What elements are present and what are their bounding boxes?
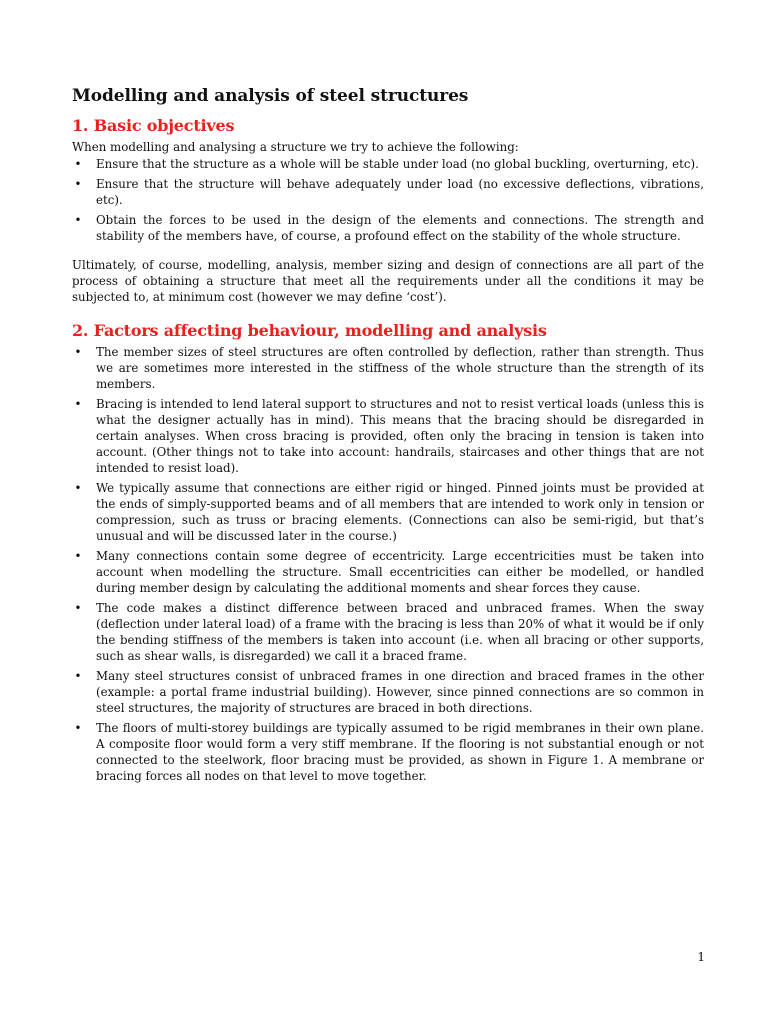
bullet-icon: • — [74, 345, 82, 359]
list-item-text: Ensure that the structure as a whole will be stable under load (no global buckling, overturning, etc). — [96, 157, 699, 171]
list-item — [72, 156, 704, 172]
list-item-text: The floors of multi-storey buildings are typically assumed to be rigid membranes in their own plane. A composite floor would form a very stiff membrane. If the flooring is not substantial enough or not connected to the steelwork, floor bracing must be provided, as shown in Figure 1. A membrane or bracing forces all nodes on that level to move together. — [96, 721, 704, 783]
list-item-text: Bracing is intended to lend lateral support to structures and not to resist vertical loads (unless this is what the designer actually has in mind). This means that the bracing should be disregarded in certain analyses. When cross bracing is provided, often only the bracing in tension is taken into account. (Other things not to take into account: handrails, staircases and other things that are not intended to resist load). — [96, 397, 704, 475]
list-item — [72, 548, 704, 596]
bullet-icon: • — [74, 601, 82, 615]
bullet-icon: • — [74, 721, 82, 735]
list-item-text: We typically assume that connections are either rigid or hinged. Pinned joints must be provided at the ends of simply-supported beams and of all members that are intended to work only in tension or compression, such as truss or bracing elements. (Connections can also be semi-rigid, but that’s unusual and will be discussed later in the course.) — [96, 481, 704, 543]
list-item-text: Obtain the forces to be used in the design of the elements and connections. The strength and stability of the members have, of course, a profound effect on the stability of the whole structure. — [96, 213, 704, 243]
list-item-text: Many connections contain some degree of eccentricity. Large eccentricities must be taken into account when modelling the structure. Small eccentricities can either be modelled, or handled during member design by calculating the additional moments and shear forces they cause. — [96, 549, 704, 595]
bullet-icon: • — [74, 157, 82, 171]
list-item-text: The code makes a distinct difference between braced and unbraced frames. When the sway (deflection under lateral load) of a frame with the bracing is less than 20% of what it would be if only the bending stiffness of the members is taken into account (i.e. when all bracing or other supports, such as shear walls, is disregarded) we call it a braced frame. — [96, 601, 704, 663]
bullet-icon: • — [74, 549, 82, 563]
bullet-icon: • — [74, 213, 82, 227]
bullet-icon: • — [74, 669, 82, 683]
list-item — [72, 212, 704, 244]
section-1-closing-paragraph: Ultimately, of course, modelling, analysis, member sizing and design of connections are all part of the process of obtaining a structure that meet all the requirements under all the conditions it may be subjected to, at minimum cost (however we may define ‘cost’). — [72, 258, 704, 304]
list-item-text: Many steel structures consist of unbraced frames in one direction and braced frames in the other (example: a portal frame industrial building). However, since pinned connections are so common in steel structures, the majority of structures are braced in both directions. — [96, 669, 704, 715]
section-1-heading: 1. Basic objectives — [72, 116, 235, 135]
bullet-icon: • — [74, 397, 82, 411]
list-item — [72, 668, 704, 716]
section-2-bullet-list — [72, 344, 704, 784]
list-item-text: The member sizes of steel structures are often controlled by deflection, rather than strength. Thus we are sometimes more interested in the stiffness of the whole structure than the strength of its members. — [96, 345, 704, 391]
list-item — [72, 396, 704, 476]
list-item — [72, 720, 704, 784]
list-item — [72, 480, 704, 544]
document-title: Modelling and analysis of steel structures — [72, 86, 469, 106]
section-1-bullet-list — [72, 156, 704, 244]
section-1-intro: When modelling and analysing a structure we try to achieve the following: — [72, 140, 519, 154]
list-item — [72, 600, 704, 664]
list-item-text: Ensure that the structure will behave adequately under load (no excessive deflections, vibrations, etc). — [96, 177, 704, 207]
page-content — [72, 86, 704, 788]
bullet-icon: • — [74, 481, 82, 495]
page-number: 1 — [697, 950, 705, 964]
list-item — [72, 176, 704, 208]
list-item — [72, 344, 704, 392]
section-2-heading: 2. Factors affecting behaviour, modelling and analysis — [72, 321, 547, 340]
bullet-icon: • — [74, 177, 82, 191]
